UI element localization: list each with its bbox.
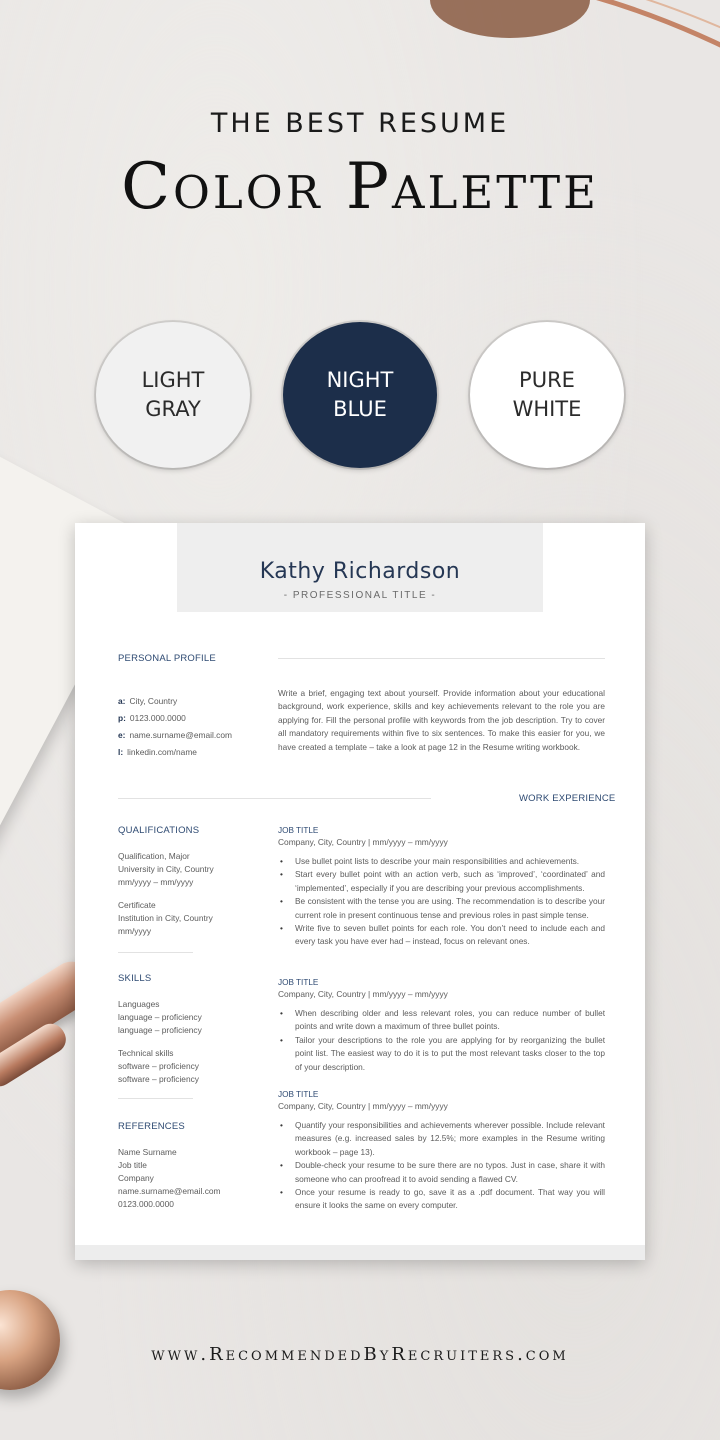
swatch-label: GRAY — [145, 397, 201, 421]
reference-item: Name Surname Job title Company name.surname@email.com 0123.000.0000 — [118, 1147, 221, 1209]
contact-phone: p: 0123.000.0000 — [118, 713, 186, 723]
divider — [278, 658, 605, 659]
swatch-label: BLUE — [333, 397, 387, 421]
name-header — [177, 523, 543, 612]
contact-list — [118, 693, 288, 761]
divider — [118, 798, 431, 799]
swatch-pure-white — [470, 322, 624, 468]
list-item: • Once your resume is ready to go, save it as a .pdf document. That way you will ensure it looks the same on every computer. — [278, 1186, 605, 1213]
list-item: • Quantify your responsibilities and achievements wherever possible. Include relevant measures (e.g. increased sales by 12.5%; more examples in the Resume writing workbook – page 13). — [278, 1119, 605, 1159]
job-bullets — [278, 1119, 605, 1213]
cosmetic-tube-decoration — [0, 1290, 60, 1390]
swatch-label: LIGHT — [141, 368, 205, 392]
skill-group: Languages language – proficiency language – proficiency — [118, 999, 202, 1035]
skill-group: Technical skills software – proficiency software – proficiency — [118, 1048, 199, 1084]
professional-title: - PROFESSIONAL TITLE - — [283, 590, 437, 601]
sunglasses-decoration — [420, 0, 720, 110]
qualification-item: Certificate Institution in City, Country mm/yyyy — [118, 900, 213, 936]
swatch-label: PURE — [519, 368, 575, 392]
divider — [118, 1098, 193, 1099]
list-item: • Double-check your resume to be sure there are no typos. Just in case, share it with someone who can proofread it to avoid sending a flawed CV. — [278, 1159, 605, 1186]
swatch-label: WHITE — [512, 397, 582, 421]
job-bullets — [278, 1007, 605, 1074]
section-title-references: REFERENCES — [118, 1121, 185, 1132]
contact-email: e: name.surname@email.com — [118, 730, 232, 740]
swatch-light-gray — [96, 322, 250, 468]
section-title-qualifications: QUALIFICATIONS — [118, 825, 200, 836]
header-subtitle: THE BEST RESUME — [210, 108, 510, 139]
resume-page — [75, 523, 645, 1260]
job-bullets — [278, 855, 605, 949]
job-entry: JOB TITLE Company, City, Country | mm/yyyy – mm/yyyy • Quantify your responsibilities and achievements wherever possible. Include relevant measures (e.g. increased sales by 12.5%; more examples in the Resume writing workbook – page 13). • Double-check your resume to be sure there are no typos. Just in case, share it with someone who can proofread it to avoid sending a flawed CV. • Once your resume is ready to go, save it as a .pdf document. That way you will ensure it looks the same on every computer. — [278, 1089, 605, 1213]
qualification-item: Qualification, Major University in City, Country mm/yyyy – mm/yyyy — [118, 851, 214, 887]
left-column — [118, 825, 268, 1221]
list-item: • When describing older and less relevant roles, you can reduce number of bullet points and write down a maximum of three bullet points. — [278, 1007, 605, 1034]
list-item: • Write five to seven bullet points for each role. You don’t need to include each and every task you have ever had – instead, focus on relevant ones. — [278, 922, 605, 949]
contact-linkedin: l: linkedin.com/name — [118, 747, 197, 757]
header-title: Color Palette — [121, 150, 599, 224]
resume-footer-bar — [75, 1245, 645, 1260]
list-item: • Tailor your descriptions to the role you are applying for by reorganizing the bullet point list. The easiest way to do it is to put the most relevant tasks closer to the top of your description. — [278, 1034, 605, 1074]
contact-address: a: City, Country — [118, 696, 178, 706]
divider — [118, 952, 193, 953]
list-item: • Be consistent with the tense you are using. The recommendation is to describe your current role in present continuous tense and previous roles in past simple tense. — [278, 895, 605, 922]
swatch-night-blue — [283, 322, 437, 468]
list-item: • Use bullet point lists to describe your main responsibilities and achievements. — [278, 855, 605, 868]
section-title-profile: PERSONAL PROFILE — [118, 653, 216, 664]
section-title-skills: SKILLS — [118, 973, 152, 984]
list-item: • Start every bullet point with an action verb, such as ‘improved’, ‘coordinated’ and ‘implemented’, especially if you are describing your previous accomplishments. — [278, 868, 605, 895]
section-title-work: WORK EXPERIENCE — [519, 793, 616, 804]
profile-text: Write a brief, engaging text about yourself. Provide information about your educational background, work experience, skills and key achievements relevant to the role you are applying for. Fill the personal profile with keywords from the job description. Try to cover all mandatory requirements within five to six sentences. To make this easier for you, we have created a template – take a look at page 12 in the Resume writing workbook. — [278, 688, 605, 752]
job-entry: JOB TITLE Company, City, Country | mm/yyyy – mm/yyyy • Use bullet point lists to describe your main responsibilities and achievements. • Start every bullet point with an action verb, such as ‘improved’, ‘coordinated’ and ‘implemented’, especially if you are describing your previous accomplishments. • Be consistent with the tense you are using. The recommendation is to describe your current role in present continuous tense and previous roles in past simple tense. • Write five to seven bullet points for each role. You don’t need to include each and every task you have ever had – instead, focus on relevant ones. — [278, 825, 605, 949]
website-url: www.RecommendedByRecruiters.com — [151, 1344, 569, 1365]
job-entry: JOB TITLE Company, City, Country | mm/yyyy – mm/yyyy • When describing older and less relevant roles, you can reduce number of bullet points and write down a maximum of three bullet points. • Tailor your descriptions to the role you are applying for by reorganizing the bullet point list. The easiest way to do it is to put the most relevant tasks closer to the top of your description. — [278, 977, 605, 1074]
swatch-label: NIGHT — [326, 368, 394, 392]
resume-name: Kathy Richardson — [259, 559, 461, 584]
